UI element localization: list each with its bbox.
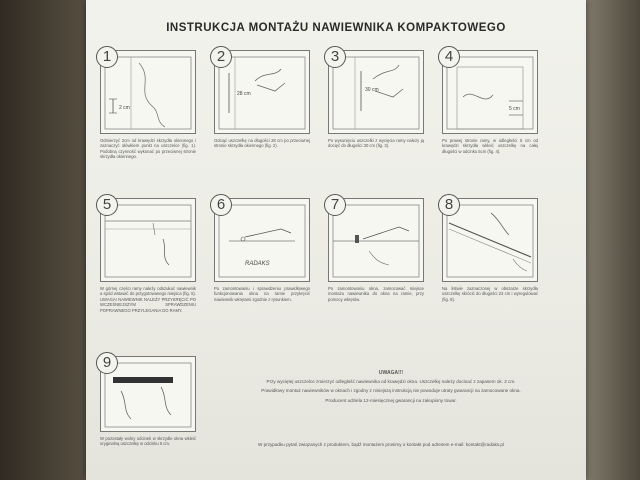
warning-block (226, 370, 556, 407)
dimension-label: 5 cm (509, 106, 520, 112)
step-caption: Odciąć uszczelkę na długości 28 cm po przeciwnej stronie skrzydła okiennego (fig. 2). (214, 138, 310, 149)
step-7 (328, 198, 424, 302)
step-3 (328, 50, 424, 149)
dimension-label: 30 cm (365, 87, 379, 93)
document-title: INSTRUKCJA MONTAŻU NAWIEWNIKA KOMPAKTOWEGO (166, 22, 506, 34)
step-number: 5 (96, 194, 118, 216)
step-9 (100, 356, 196, 447)
step-caption: Po prawej stronie ramy, w odległości 5 cm od krawędzi skrzydła wkleić uszczelkę na całej długości w odcinku 5cm (fig. 4). (442, 138, 538, 154)
step-number: 4 (438, 46, 460, 68)
step-caption: W górnej części ramy należy odszukać nawiewnik a spód wstawić do przygotowanego miejsca (fig. 5). UWAGA! NAWIEWNIK NALEŻY PRZYKRĘCIĆ PO WCZEŚNIEJSZYM SPRAWDZENIU POPRAWNEGO PRZYLEGANIA DO RAMY. (100, 286, 196, 313)
photo-background-left (0, 0, 96, 480)
producer-text: Producent udziela 12-miesięcznej gwarancji na zakupiony towar. (325, 397, 457, 403)
warning-heading: UWAGA!!! (378, 370, 404, 376)
step-caption: Odmierzyć 2cm od krawędzi skrzydła okiennego i zaznaczyć ołówkiem punkt na uszczelce (fig. 1). Podobną czynność wykonać po przeciwnej stronie skrzydła okiennego. (100, 138, 196, 160)
step-caption: Po zamontowaniu i sprawdzeniu prawidłowego funkcjonowania okna na ramie przykręcić nawiewnik wkrętami zgodnie z rysunkiem. (214, 286, 310, 302)
instruction-sheet (86, 0, 586, 480)
step-6 (214, 198, 310, 302)
step-number: 3 (324, 46, 346, 68)
dimension-label: 2 cm (119, 105, 130, 111)
step-number: 9 (96, 352, 118, 374)
step-1 (100, 50, 196, 160)
warning-text: Przy wyciętej uszczelce zmierzyć odległość nawiewnika od krawędzi okna. Uszczelkę należy docinać z zapasem ok. 2 cm. (266, 379, 516, 385)
step-caption: Na listwie zaznaczonej w obszarze skrzydła uszczelkę skrócić do długości 23 cm i wyregulować (fig. 8). (442, 286, 538, 302)
step-number: 1 (96, 46, 118, 68)
step-4 (442, 50, 538, 154)
step-5 (100, 198, 196, 313)
step-number: 6 (210, 194, 232, 216)
warranty-text: Prawidłowy montaż nawiewników w oknach i zgodny z niniejszą instrukcją nie powoduje utraty gwarancji na zamocowane okna. (261, 388, 521, 394)
step-number: 7 (324, 194, 346, 216)
step-number: 2 (210, 46, 232, 68)
step-number: 8 (438, 194, 460, 216)
step-2 (214, 50, 310, 149)
brand-label: RADAKS (245, 261, 270, 267)
step-caption: W pozostały wolny odcinek w skrzydle okna wkleić oryginalną uszczelkę w odcinku 5 cm. (100, 436, 196, 447)
dimension-label: 28 cm (237, 91, 251, 97)
step-8 (442, 198, 538, 302)
step-caption: Po zamontowaniu okna, zamocować miejsce montażu nawiewnika do okna na ramie, przy pomocy wkrętów. (328, 286, 424, 302)
contact-text: W przypadku pytań związanych z produktem, bądź montażem prosimy o kontakt pod adresem e-mail: kontakt@radaks.pl (258, 442, 504, 447)
step-caption: Po wysunięciu uszczelki z wycięcia ramy należy ją docięć do długości 30 cm (fig. 3). (328, 138, 424, 149)
